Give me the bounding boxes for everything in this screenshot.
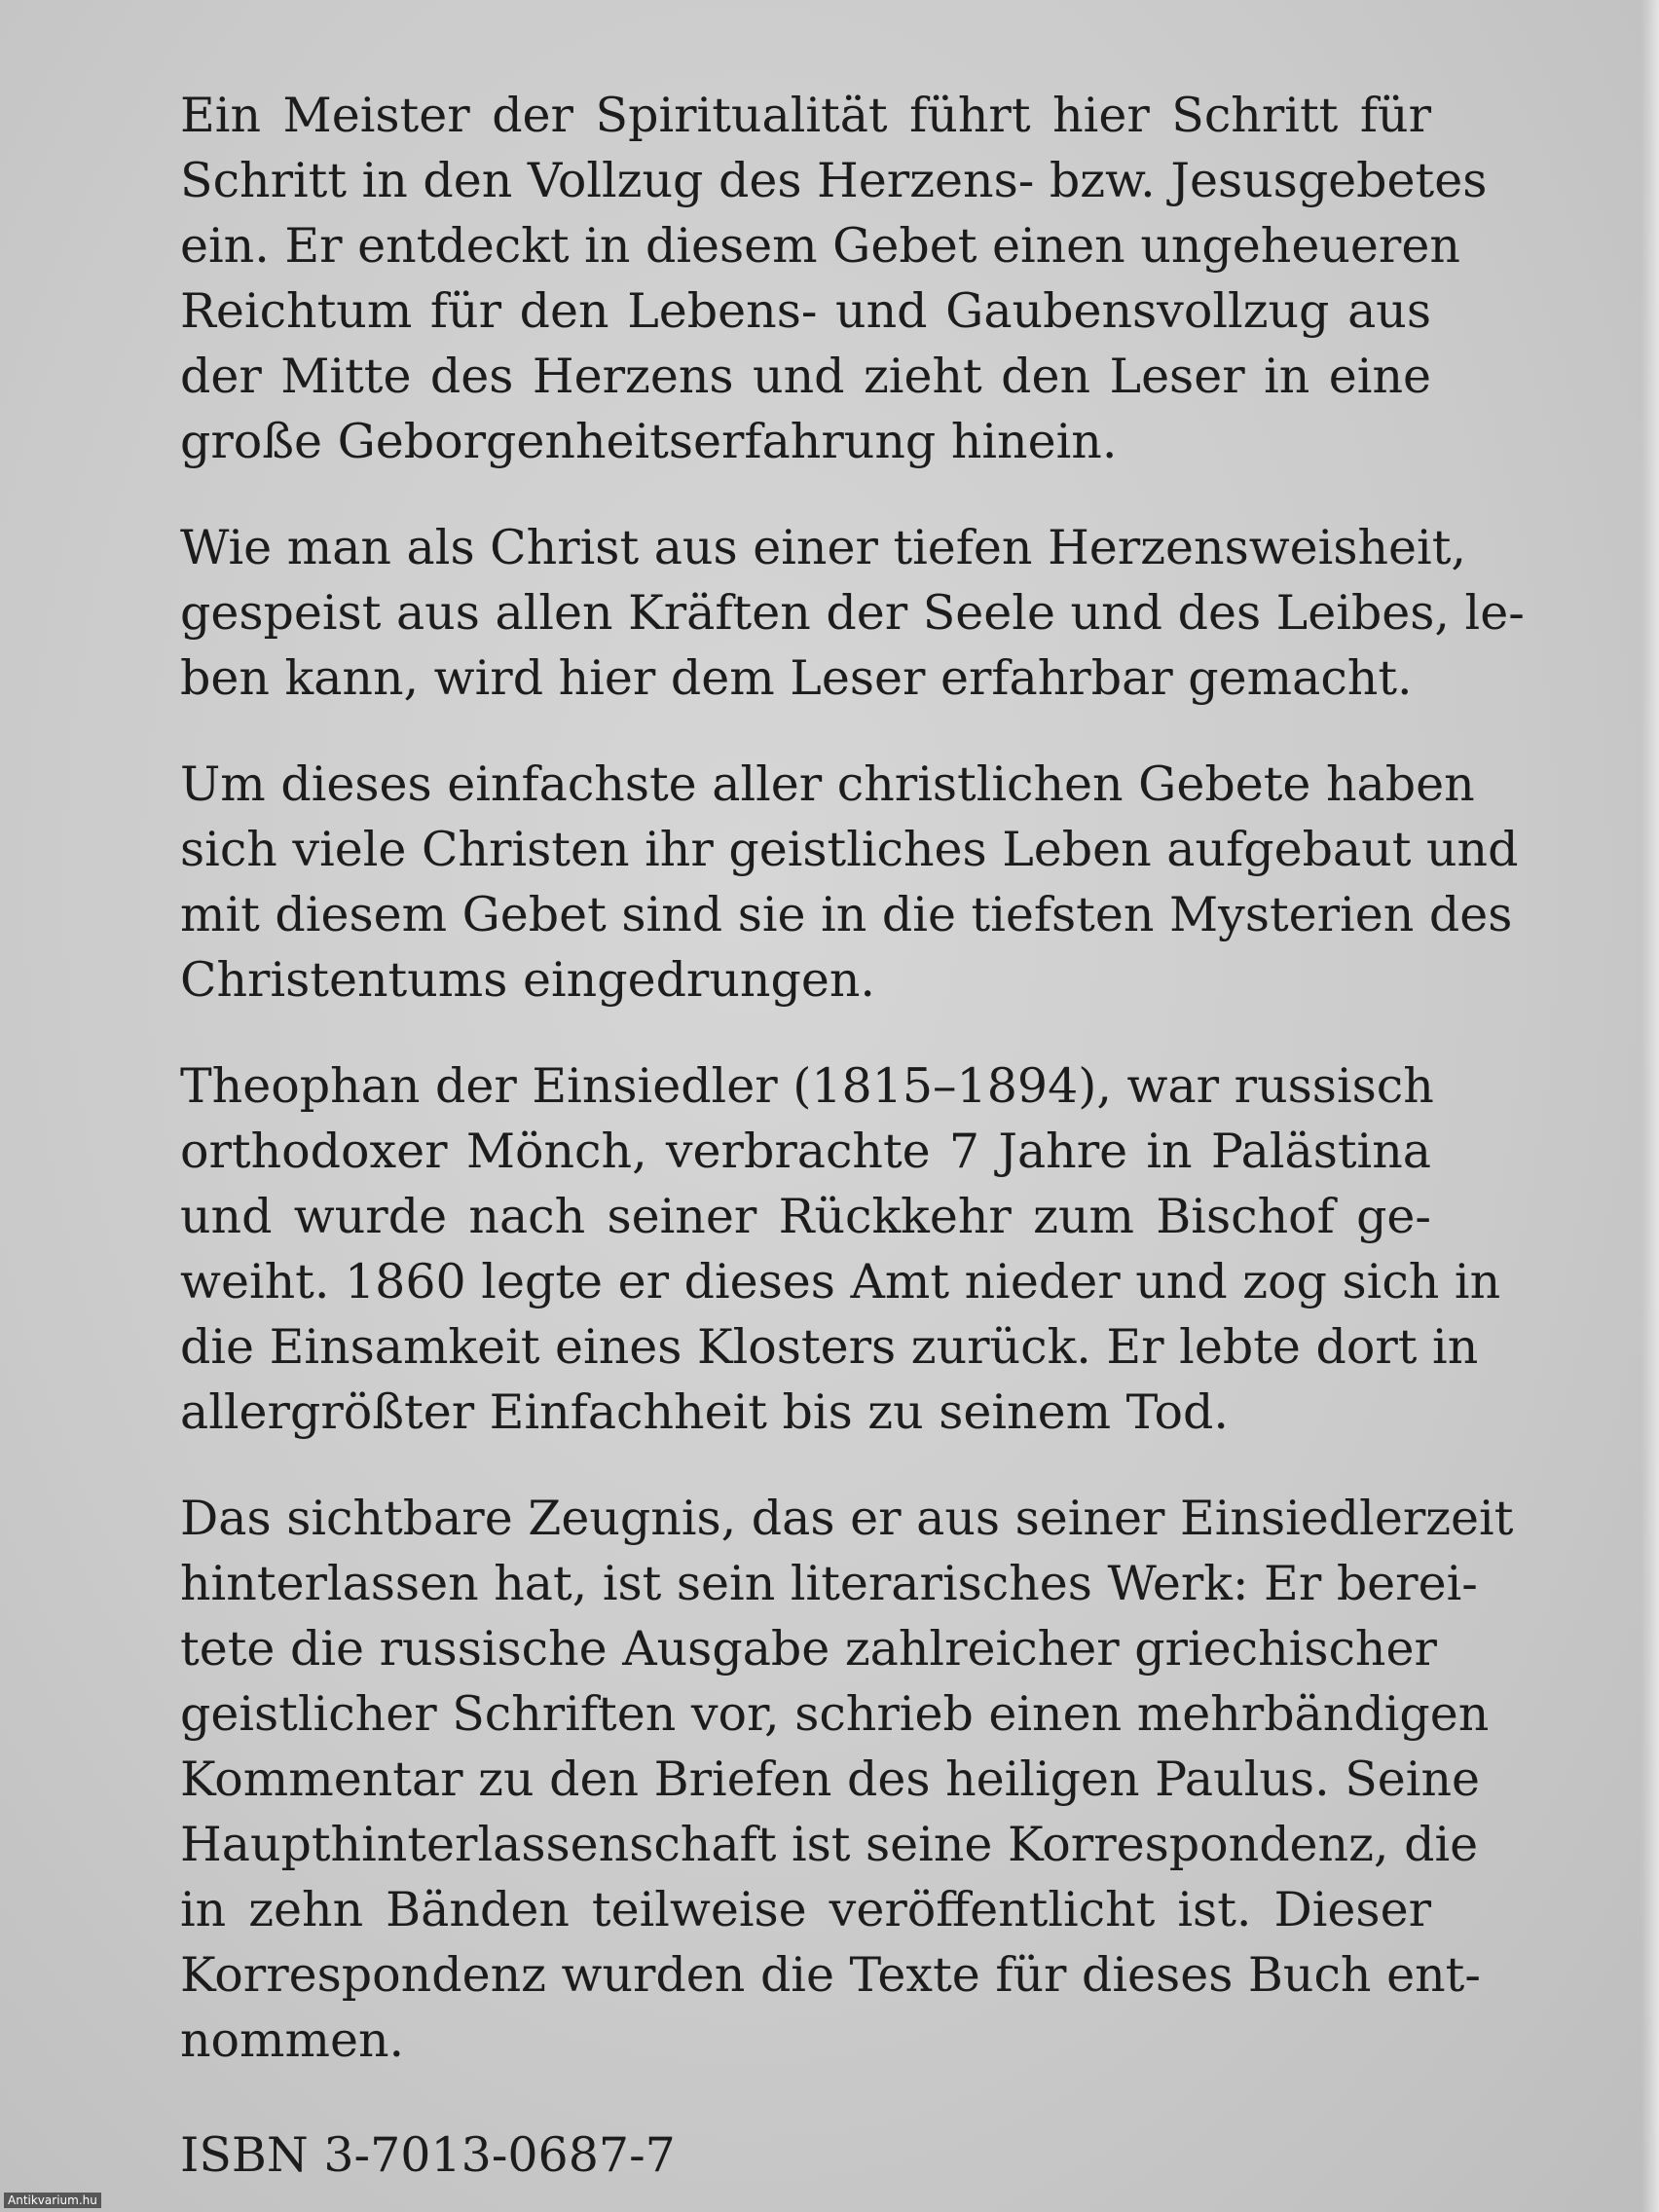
- paragraph-intro: [180, 83, 1488, 474]
- text-line: große Geborgenheitserfahrung hinein.: [180, 414, 1118, 469]
- text-line: in zehn Bänden teilweise veröffentlicht ist. Dieser: [180, 1882, 1431, 1937]
- isbn-number: ISBN 3-7013-0687-7: [180, 2127, 676, 2183]
- blurb-text: [180, 83, 1525, 2114]
- paragraph-biography: [180, 1053, 1501, 1445]
- page-edge-shading: [1641, 0, 1659, 2212]
- text-line: geistlicher Schriften vor, schrieb einen mehrbändigen: [180, 1686, 1490, 1742]
- text-line: Reichtum für den Lebens- und Gaubensvollzug aus: [180, 283, 1431, 339]
- text-line: hinterlassen hat, ist sein literarisches Werk: Er berei-: [180, 1556, 1478, 1611]
- text-line: gespeist aus allen Kräften der Seele und des Leibes, le-: [180, 585, 1525, 641]
- text-line: orthodoxer Mönch, verbrachte 7 Jahre in Palästina: [180, 1124, 1431, 1179]
- text-line: sich viele Christen ihr geistliches Leben aufgebaut und: [180, 822, 1519, 877]
- text-line: weiht. 1860 legte er dieses Amt nieder und zog sich in: [180, 1254, 1501, 1309]
- text-line: mit diesem Gebet sind sie in die tiefsten Mysterien des: [180, 887, 1513, 942]
- text-line: ein. Er entdeckt in diesem Gebet einen ungeheueren: [180, 218, 1460, 274]
- paragraph-works: [180, 1486, 1514, 2073]
- text-line: ben kann, wird hier dem Leser erfahrbar gemacht.: [180, 650, 1413, 706]
- paragraph-wisdom: [180, 515, 1525, 711]
- text-line: Schritt in den Vollzug des Herzens- bzw. Jesusgebetes: [180, 153, 1488, 208]
- text-line: Kommentar zu den Briefen des heiligen Paulus. Seine: [180, 1751, 1481, 1807]
- text-line: Theophan der Einsiedler (1815–1894), war russisch: [180, 1058, 1434, 1114]
- paragraph-prayer: [180, 752, 1519, 1013]
- text-line: Das sichtbare Zeugnis, das er aus seiner Einsiedlerzeit: [180, 1491, 1514, 1546]
- text-line: allergrößter Einfachheit bis zu seinem Tod.: [180, 1384, 1229, 1440]
- text-line: die Einsamkeit eines Klosters zurück. Er lebte dort in: [180, 1319, 1479, 1375]
- text-line: nommen.: [180, 2012, 405, 2068]
- text-line: Haupthinterlassenschaft ist seine Korrespondenz, die: [180, 1817, 1479, 1872]
- text-line: Um dieses einfachste aller christlichen Gebete haben: [180, 756, 1475, 812]
- watermark-label: Antikvarium.hu: [4, 2193, 101, 2208]
- text-line: der Mitte des Herzens und zieht den Leser in eine: [180, 349, 1431, 404]
- text-line: Wie man als Christ aus einer tiefen Herzensweisheit,: [180, 520, 1466, 575]
- text-line: Ein Meister der Spiritualität führt hier Schritt für: [180, 88, 1431, 143]
- text-line: und wurde nach seiner Rückkehr zum Bischof ge-: [180, 1189, 1431, 1244]
- text-line: Korrespondenz wurden die Texte für dieses Buch ent-: [180, 1947, 1481, 2003]
- text-line: Christentums eingedrungen.: [180, 952, 875, 1008]
- text-line: tete die russische Ausgabe zahlreicher griechischer: [180, 1621, 1437, 1677]
